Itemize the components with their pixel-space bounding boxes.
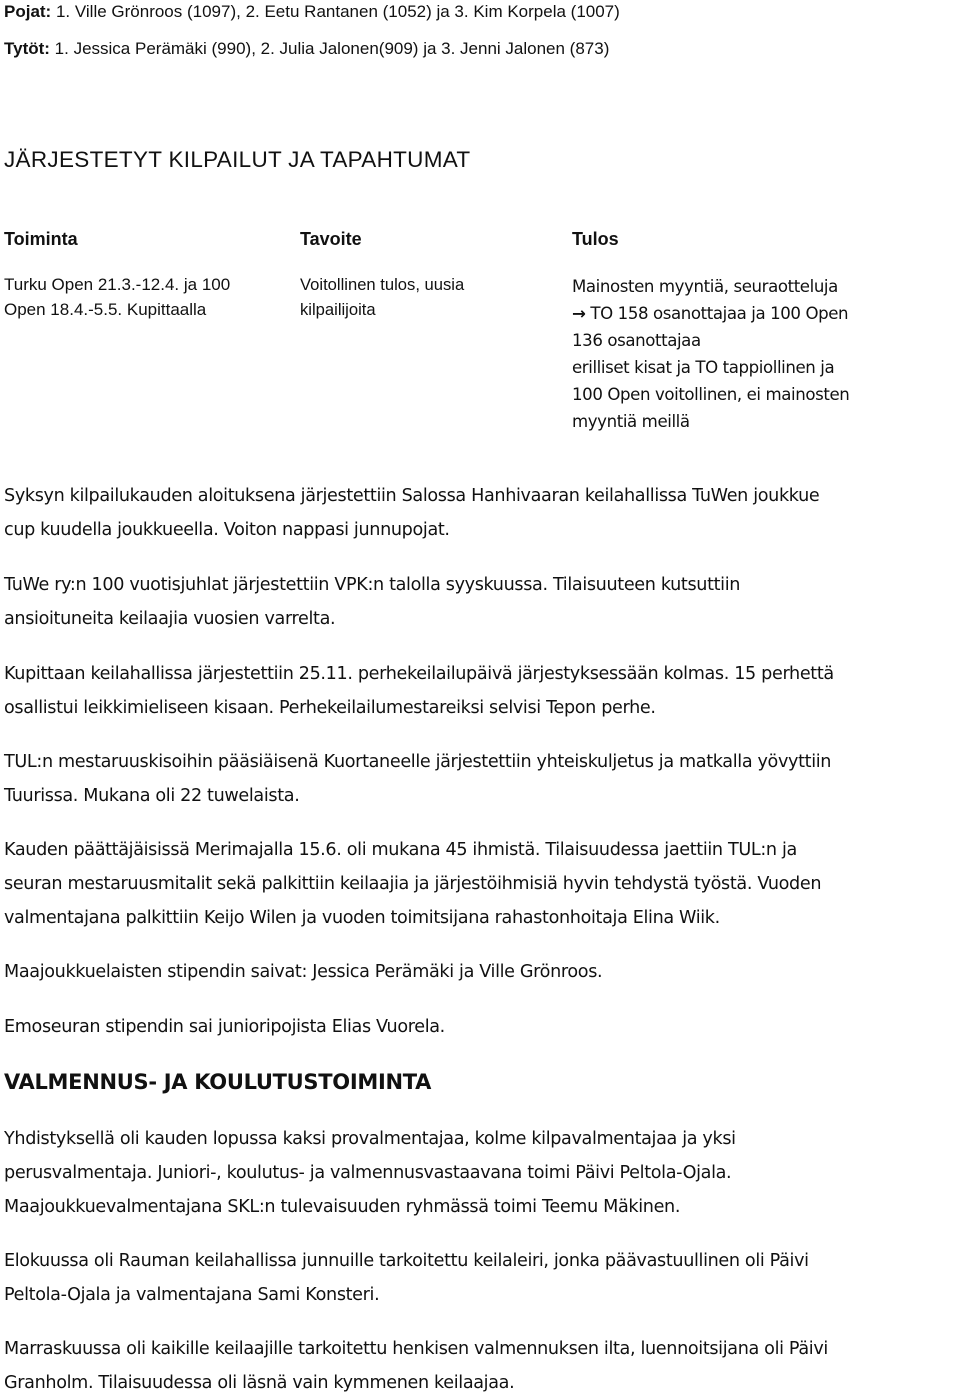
paragraph [4,657,959,725]
toiminta-line: Open 18.4.-5.5. Kupittaalla [4,300,207,319]
tulos-line [572,300,849,327]
text-line: Marraskuussa oli kaikille keilaajille tarkoitettu henkisen valmennuksen ilta, luennoitsijana oli Päivi [4,1339,828,1359]
table-cell-tulos [572,273,849,435]
text-line: Maajoukkuelaisten stipendin saivat: Jessica Perämäki ja Ville Grönroos. [4,962,603,982]
girls-label: Tytöt: [4,39,50,58]
winners-girls-line [4,38,609,60]
text-line: TuWe ry:n 100 vuotisjuhlat järjestettiin VPK:n talolla syyskuussa. Tilaisuuteen kutsuttiin [4,575,741,595]
text-line: Granholm. Tilaisuudessa oli läsnä vain kymmenen keilaajaa. [4,1373,515,1393]
text-line: osallistui leikkimieliseen kisaan. Perhekeilailumestareiksi selvisi Tepon perhe. [4,698,656,718]
text-line: Peltola-Ojala ja valmentajana Sami Konsteri. [4,1285,380,1305]
paragraph [4,1244,959,1312]
tulos-line: 136 osanottajaa [572,331,701,350]
text-line: Kupittaan keilahallissa järjestettiin 25.11. perhekeilailupäivä järjestyksessään kolmas. 15 perhettä [4,664,834,684]
text-line: Tuurissa. Mukana oli 22 tuwelaista. [4,786,300,806]
winners-boys-line [4,1,620,23]
text-line: cup kuudella joukkueella. Voiton nappasi junnupojat. [4,520,450,540]
table-header-tulos: Tulos [572,229,619,249]
tulos-line: 100 Open voitollinen, ei mainosten [572,385,850,404]
arrow-right-icon: → [572,304,586,323]
paragraph [4,745,959,813]
tulos-line: Mainosten myyntiä, seuraotteluja [572,277,838,296]
text-line: valmentajana palkittiin Keijo Wilen ja vuoden toimitsijana rahastonhoitaja Elina Wiik. [4,908,720,928]
paragraph [4,833,959,935]
tulos-line: erilliset kisat ja TO tappiollinen ja [572,358,835,377]
paragraph [4,568,959,636]
text-line: TUL:n mestaruuskisoihin pääsiäisenä Kuortaneelle järjestettiin yhteiskuljetus ja matkalla yövyttiin [4,752,832,772]
girls-results: 1. Jessica Perämäki (990), 2. Julia Jalonen(909) ja 3. Jenni Jalonen (873) [49,39,610,58]
tulos-arrow-text: TO 158 osanottajaa ja 100 Open [590,304,849,323]
tulos-line: myyntiä meillä [572,412,690,431]
paragraph [4,1332,959,1400]
table-header-tavoite: Tavoite [300,229,362,249]
paragraph [4,1122,959,1224]
text-line: Maajoukkuevalmentajana SKL:n tulevaisuuden ryhmässä toimi Teemu Mäkinen. [4,1197,681,1217]
table-header-toiminta: Toiminta [4,229,78,249]
text-line: perusvalmentaja. Juniori-, koulutus- ja valmennusvastaavana toimi Päivi Peltola-Ojala. [4,1163,732,1183]
paragraph [4,479,959,547]
table-cell-toiminta [4,272,230,322]
text-line: Kauden päättäjäisissä Merimajalla 15.6. oli mukana 45 ihmistä. Tilaisuudessa jaettiin TUL:n ja [4,840,797,860]
paragraph [4,1010,959,1044]
tavoite-line: Voitollinen tulos, uusia [300,275,465,294]
text-line: Elokuussa oli Rauman keilahallissa junnuille tarkoitettu keilaleiri, jonka päävastuullinen oli Päivi [4,1251,809,1271]
section-title-competitions: JÄRJESTETYT KILPAILUT JA TAPAHTUMAT [4,147,471,172]
paragraph [4,955,959,989]
text-line: Emoseuran stipendin sai junioripojista Elias Vuorela. [4,1017,445,1037]
boys-label: Pojat: [4,2,52,21]
text-line: Syksyn kilpailukauden aloituksena järjestettiin Salossa Hanhivaaran keilahallissa TuWen joukkue [4,486,820,506]
table-cell-tavoite [300,272,464,322]
text-line: seuran mestaruusmitalit sekä palkittiin keilaajia ja järjestöihmisiä hyvin tehdystä työstä. Vuoden [4,874,822,894]
toiminta-line: Turku Open 21.3.-12.4. ja 100 [4,275,231,294]
section-title-coaching: VALMENNUS- JA KOULUTUSTOIMINTA [4,1070,432,1094]
text-line: Yhdistyksellä oli kauden lopussa kaksi provalmentajaa, kolme kilpavalmentajaa ja yksi [4,1129,736,1149]
text-line: ansioituneita keilaajia vuosien varrelta. [4,609,336,629]
tavoite-line: kilpailijoita [300,300,376,319]
boys-results: 1. Ville Grönroos (1097), 2. Eetu Rantanen (1052) ja 3. Kim Korpela (1007) [51,2,620,21]
